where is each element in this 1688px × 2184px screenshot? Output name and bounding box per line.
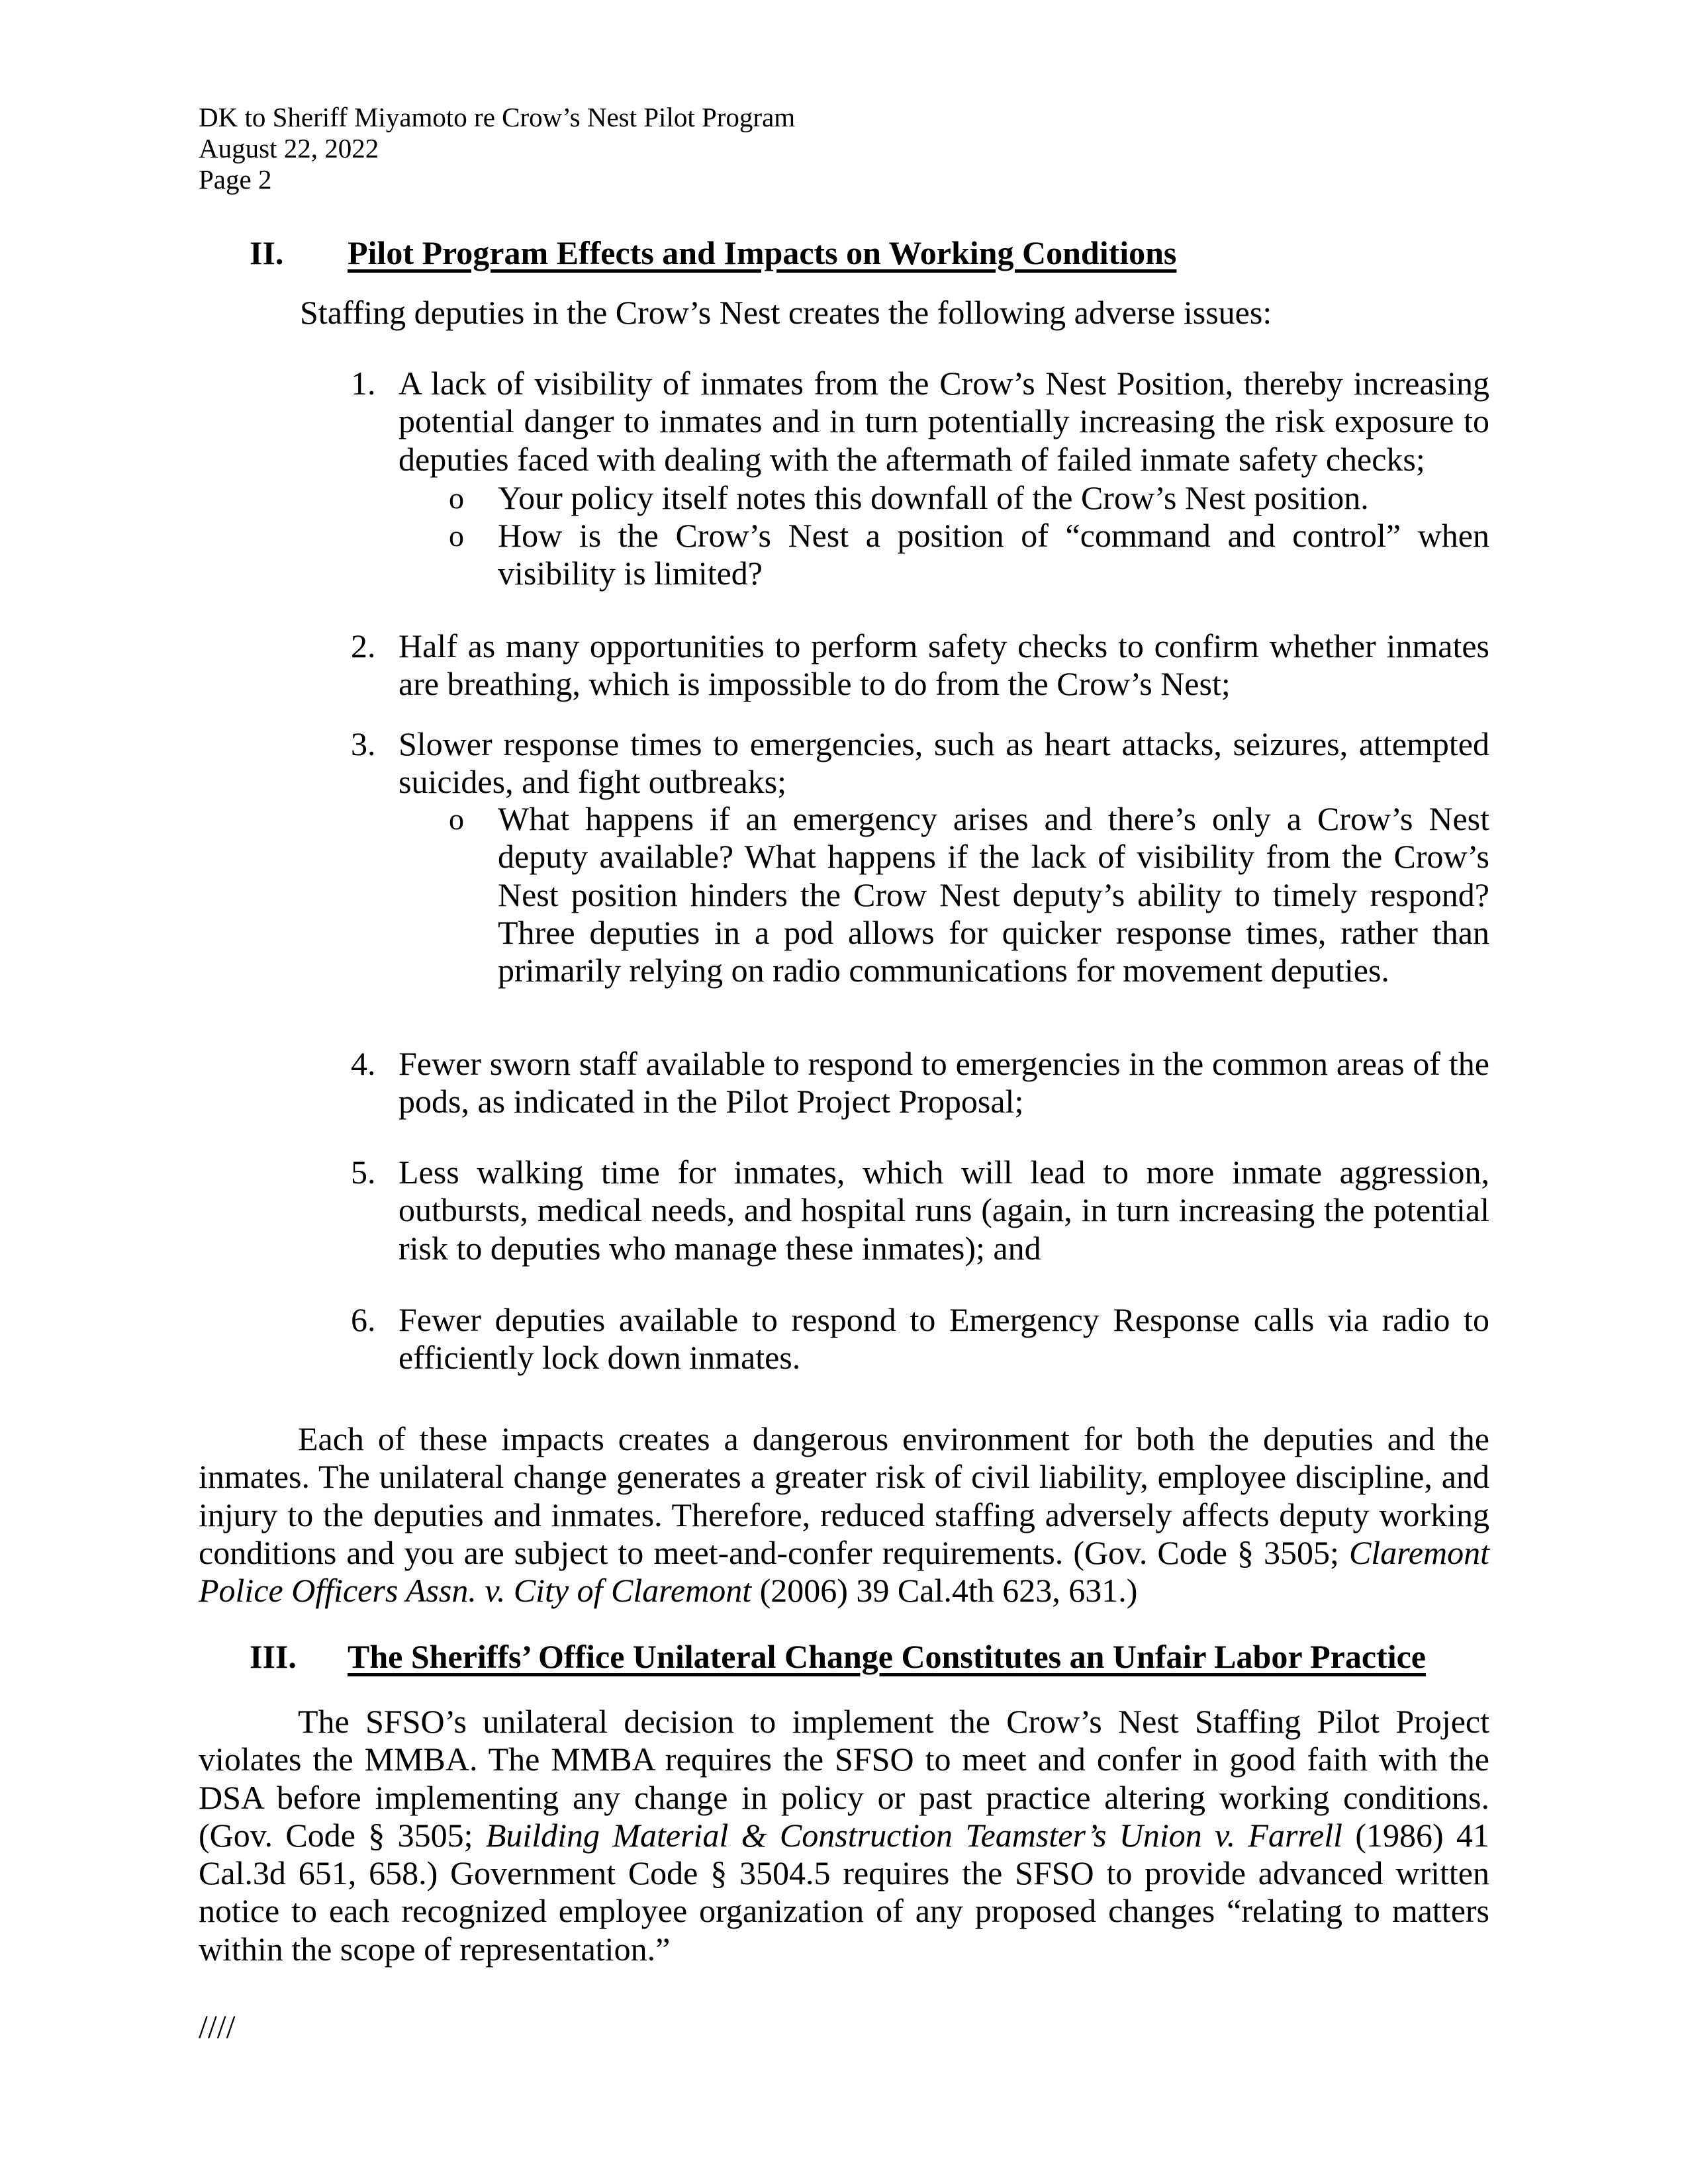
list-item-number: 2. [351,627,376,664]
header-date: August 22, 2022 [199,133,379,163]
list-item-number: 4. [351,1045,376,1082]
header-page-number: Page 2 [199,164,272,195]
paragraph-text-tail: (1986) 41 Cal.3d 651, 658.) Government Code § 3504.5 requires the SFSO to provide advanced written notice to each recognized employee organization of any proposed changes “relating to matters within the scope of representation.” [199,1816,1489,1968]
section-3-paragraph [199,1703,1489,1968]
hollow-bullet-icon: o [449,802,464,836]
list-item-text: Less walking time for inmates, which will lead to more inmate aggression, outbursts, medical needs, and hospital runs (again, in turn increasing the potential risk to deputies who manage these inmates); and [399,1154,1489,1267]
continuation-mark: //// [199,2008,236,2045]
sub-item-text: Your policy itself notes this downfall of the Crow’s Nest position. [498,479,1369,516]
list-item-text: A lack of visibility of inmates from the Crow’s Nest Position, thereby increasing potential danger to inmates and in turn potentially increasing the risk exposure to deputies faced with dealing with the aftermath of failed inmate safety checks; [399,365,1489,478]
paragraph-text: The SFSO’s unilateral decision to implement the Crow’s Nest Staffing Pilot Project violates the MMBA. The MMBA requires the SFSO to meet and confer in good faith with the DSA before implementing any change in policy or past practice altering working conditions. (Gov. Code § 3505; [199,1703,1489,1854]
conclusion-text: Each of these impacts creates a dangerous environment for both the deputies and the inmates. The unilateral change generates a greater risk of civil liability, employee discipline, and injury to the deputies and inmates. Therefore, reduced staffing adversely affects deputy working conditions and you are subject to meet-and-confer requirements. (Gov. Code § 3505; [199,1420,1489,1571]
list-item-text: Half as many opportunities to perform safety checks to confirm whether inmates are breathing, which is impossible to do from the Crow’s Nest; [399,627,1489,703]
list-item-number: 5. [351,1154,376,1191]
sub-item-text: What happens if an emergency arises and there’s only a Crow’s Nest deputy available? What happens if the lack of visibility from the Crow’s Nest position hinders the Crow Nest deputy’s ability to timely respond? Three deputies in a pod allows for quicker response times, rather than primarily relying on radio communications for movement deputies. [498,800,1489,989]
section-2-number: II. [250,234,284,271]
section-2-title: Pilot Program Effects and Impacts on Working Conditions [348,234,1177,271]
list-item-text: Fewer deputies available to respond to Emergency Response calls via radio to efficiently lock down inmates. [399,1301,1489,1377]
list-item-number: 3. [351,725,376,762]
running-header [199,102,795,195]
list-item-number: 6. [351,1301,376,1338]
hollow-bullet-icon: o [449,519,464,553]
list-item-text: Slower response times to emergencies, such as heart attacks, seizures, attempted suicides, and fight outbreaks; [399,725,1489,801]
list-item-text: Fewer sworn staff available to respond to emergencies in the common areas of the pods, as indicated in the Pilot Project Proposal; [399,1045,1489,1120]
list-item-number: 1. [351,365,376,402]
case-citation: Claremont Police Officers Assn. v. City of Claremont [199,1533,1489,1610]
section-3-title: The Sheriffs’ Office Unilateral Change Constitutes an Unfair Labor Practice [348,1638,1426,1675]
header-subject: DK to Sheriff Miyamoto re Crow’s Nest Pilot Program [199,102,796,132]
conclusion-citation-tail: (2006) 39 Cal.4th 623, 631.) [751,1572,1138,1610]
sub-item-text: How is the Crow’s Nest a position of “command and control” when visibility is limited? [498,517,1489,592]
case-citation: Building Material & Construction Teamster’s Union v. Farrell [485,1816,1342,1854]
hollow-bullet-icon: o [449,481,464,515]
section-3-number: III. [250,1638,297,1675]
section-2-intro: Staffing deputies in the Crow’s Nest creates the following adverse issues: [300,294,1272,331]
section-2-conclusion [199,1420,1489,1610]
